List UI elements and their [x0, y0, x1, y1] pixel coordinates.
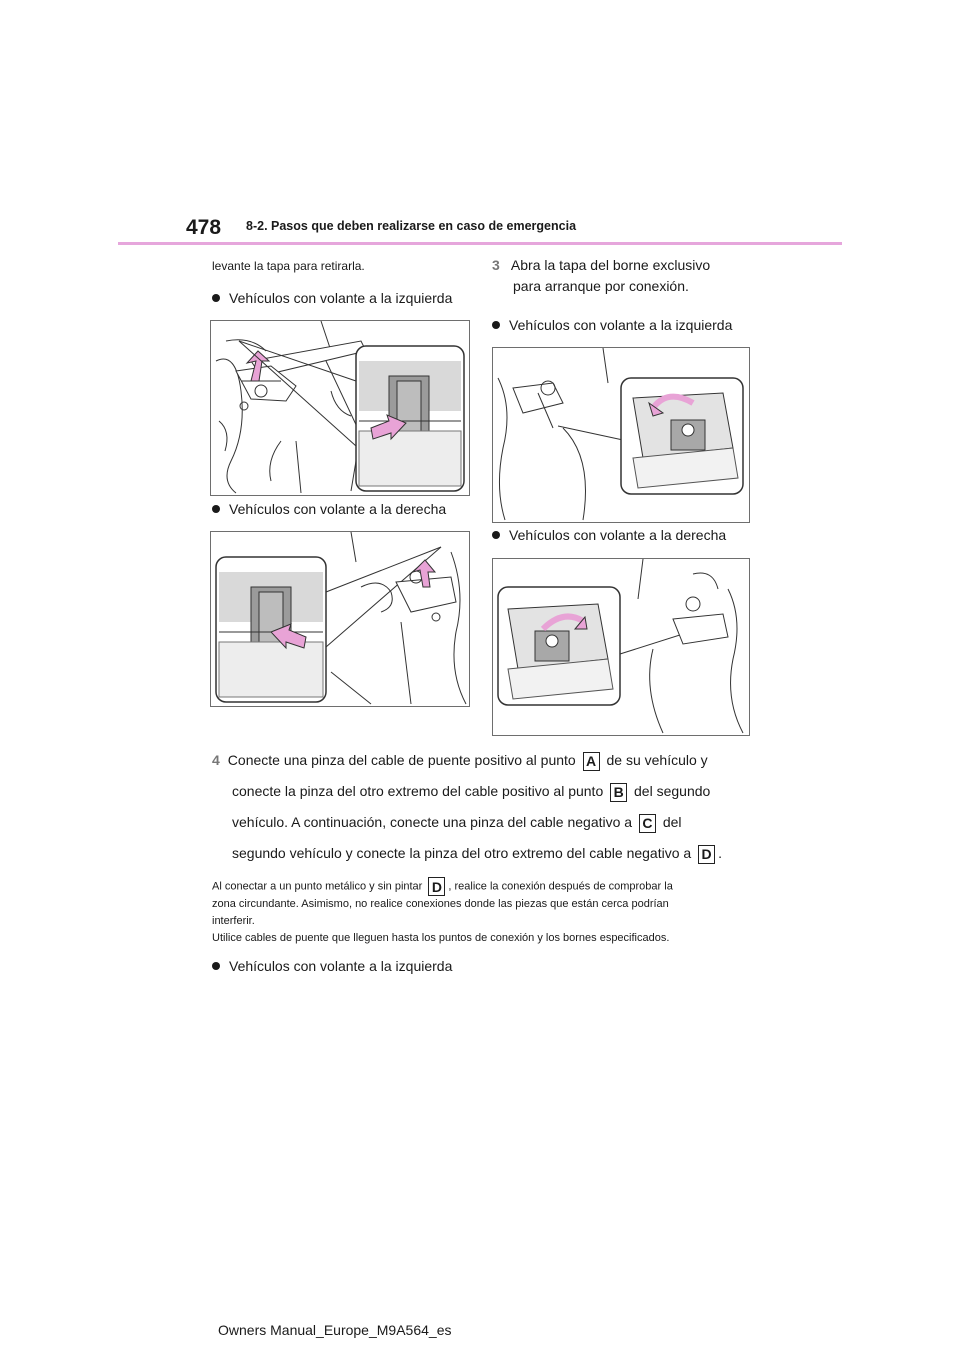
right-bullet-rhd-label: Vehículos con volante a la derecha: [509, 527, 727, 543]
step4-number: 4: [212, 752, 220, 768]
step4-line4-b: .: [718, 845, 722, 861]
intro-text: levante la tapa para retirarla.: [212, 259, 365, 273]
step3-number: 3: [492, 257, 500, 273]
bullet-dot-icon: [492, 531, 500, 539]
header-divider: [118, 242, 842, 245]
point-a-badge: A: [583, 752, 600, 771]
point-b-badge: B: [610, 783, 627, 802]
bottom-bullet-label: Vehículos con volante a la izquierda: [229, 958, 453, 974]
right-bullet-rhd: [492, 527, 726, 543]
step3-line2: para arranque por conexión.: [513, 278, 689, 294]
step4-line4-a: segundo vehículo y conecte la pinza del otro extremo del cable negativo a: [232, 845, 692, 861]
step3-line1: Abra la tapa del borne exclusivo: [510, 257, 711, 273]
step4-line-2: [212, 776, 772, 807]
step4-line-4: [212, 838, 772, 869]
illustration-lhd-remove-cover: [211, 321, 469, 495]
step3-text: [492, 255, 710, 275]
page-number: 478: [186, 216, 222, 239]
figure-rhd-open-terminal: [492, 558, 750, 736]
manual-footer-id: Owners Manual_Europe_M9A564_es: [218, 1322, 452, 1338]
step4-line1-a: Conecte una pinza del cable de puente positivo al punto: [227, 752, 576, 768]
bullet-dot-icon: [212, 962, 220, 970]
note-line-4: Utilice cables de puente que lleguen hasta los puntos de conexión y los bornes especificados.: [212, 932, 670, 944]
step4-line3-a: vehículo. A continuación, conecte una pinza del cable negativo a: [232, 814, 633, 830]
point-d-badge: D: [698, 845, 715, 864]
right-bullet-lhd: [492, 317, 732, 333]
point-c-badge: C: [639, 814, 656, 833]
step4-line-1: [212, 745, 772, 776]
note-line-1: [212, 877, 752, 896]
note-line-2: zona circundante. Asimismo, no realice conexiones donde las piezas que están cerca podrían: [212, 898, 669, 910]
note-line-3: interferir.: [212, 915, 255, 927]
step4-line2-a: conecte la pinza del otro extremo del cable positivo al punto: [232, 783, 604, 799]
note-line1-b: , realice la conexión después de comprobar la: [448, 880, 673, 893]
step4-block: [212, 745, 772, 869]
bullet-dot-icon: [212, 294, 220, 302]
illustration-rhd-remove-cover: [211, 532, 469, 706]
note-point-d-badge: D: [428, 877, 445, 896]
figure-rhd-remove-cover: [210, 531, 470, 707]
section-title: 8-2. Pasos que deben realizarse en caso de emergencia: [246, 219, 577, 233]
illustration-lhd-open-terminal: [493, 348, 749, 522]
bullet-dot-icon: [492, 321, 500, 329]
right-bullet-lhd-label: Vehículos con volante a la izquierda: [509, 317, 733, 333]
step4-line1-b: de su vehículo y: [606, 752, 708, 768]
bullet-dot-icon: [212, 505, 220, 513]
note-block: [212, 877, 752, 947]
left-bullet-lhd: [212, 290, 452, 306]
note-line1-a: Al conectar a un punto metálico y sin pintar: [212, 880, 423, 893]
step4-line3-b: del: [662, 814, 682, 830]
step4-line-3: [212, 807, 772, 838]
left-bullet-rhd: [212, 501, 446, 517]
illustration-rhd-open-terminal: [493, 559, 749, 735]
figure-lhd-remove-cover: [210, 320, 470, 496]
left-bullet-lhd-label: Vehículos con volante a la izquierda: [229, 290, 453, 306]
left-bullet-rhd-label: Vehículos con volante a la derecha: [229, 501, 447, 517]
bottom-bullet-lhd: [212, 958, 452, 974]
figure-lhd-open-terminal: [492, 347, 750, 523]
step4-line2-b: del segundo: [634, 783, 711, 799]
